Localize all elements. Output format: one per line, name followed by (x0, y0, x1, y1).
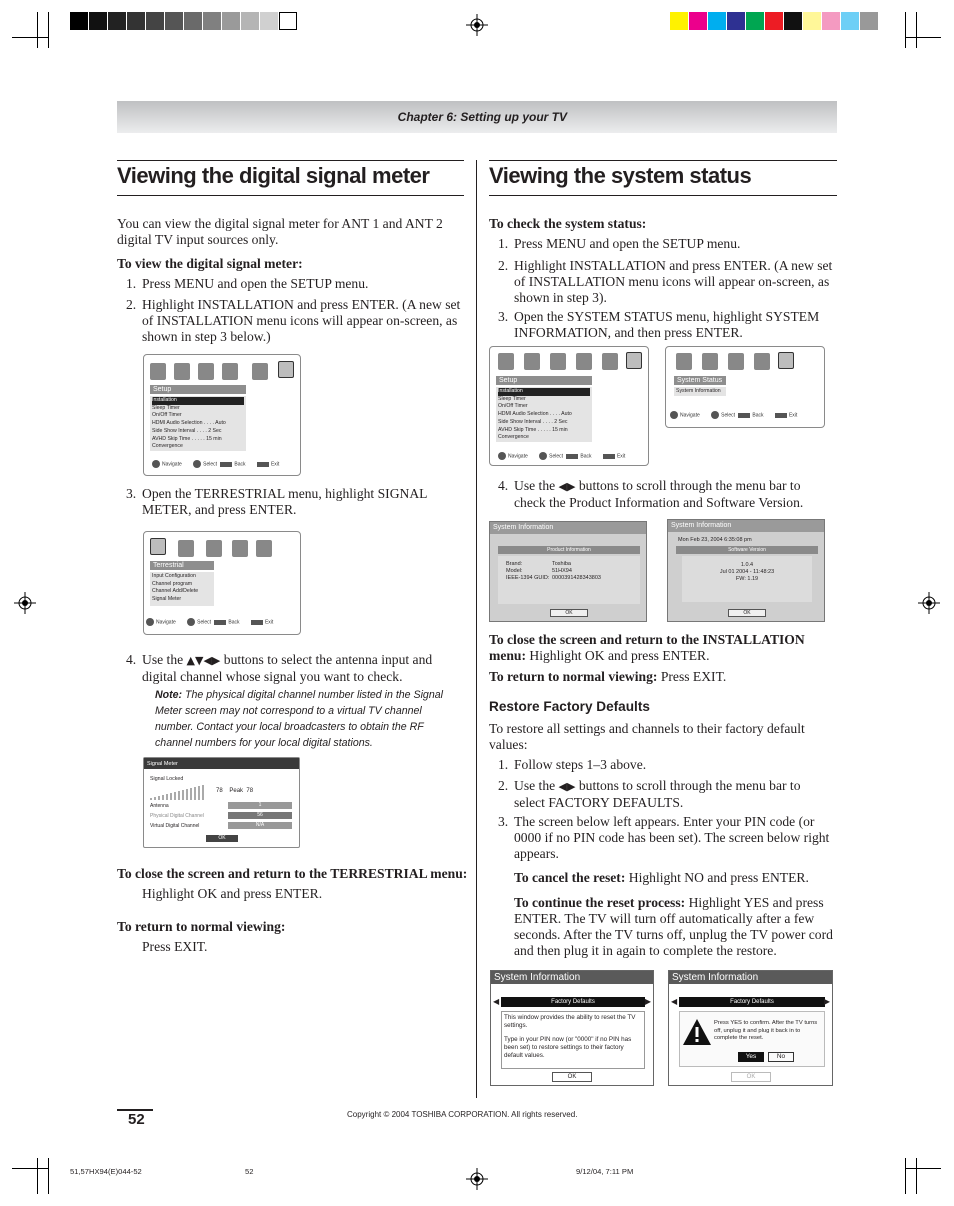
row-label: Physical Digital Channel (150, 813, 204, 819)
step-text: Follow steps 1–3 above. (514, 757, 647, 772)
right-close: To close the screen and return to the INSTALLATION menu: Highlight OK and press ENTER. (489, 632, 805, 663)
print-slug-date: 9/12/04, 7:11 PM (576, 1167, 634, 1176)
signal-meter-screen (143, 757, 300, 848)
step-text: Open the SYSTEM STATUS menu, highlight SYSTEM INFORMATION, and then press ENTER. (514, 309, 820, 340)
nav-label: Back (234, 461, 246, 468)
menu-list (674, 387, 726, 396)
nav-label: Navigate (508, 453, 528, 460)
nav-label: Select (203, 461, 218, 468)
ok-button[interactable]: OK (552, 1072, 592, 1082)
nav-legend (498, 452, 625, 460)
nav-label: Select (549, 453, 564, 460)
left-arrow-icon[interactable]: ◀ (671, 997, 678, 1006)
nav-legend (146, 618, 273, 626)
column-divider (476, 160, 477, 1098)
close-text: Highlight OK and press ENTER. (142, 886, 323, 901)
product-information-screen (489, 521, 647, 622)
software-version-screen (667, 519, 825, 622)
registration-mark-icon (466, 14, 488, 36)
navigate-icon (152, 460, 160, 468)
no-button[interactable]: No (768, 1052, 794, 1062)
nav-legend (670, 411, 797, 419)
factory-text: Type in your PIN now (or "0000" if no PIN has been set) to restore settings to their factory default values. (504, 1036, 632, 1059)
chapter-title: Chapter 6: Setting up your TV (397, 110, 567, 124)
step-text: Highlight INSTALLATION and press ENTER. (A new set of INSTALLATION menu icons will appear on-screen, as shown in step 3). (514, 258, 833, 305)
nav-label: Back (580, 453, 592, 460)
menu-bar-label: Setup (496, 376, 592, 385)
screen-title: System Information (490, 522, 646, 534)
factory-text: This window provides the ability to reset the TV settings. (504, 1014, 636, 1029)
menu-item[interactable]: Convergence (498, 434, 529, 441)
left-page-title: Viewing the digital signal meter (117, 163, 430, 188)
menu-list (496, 387, 592, 442)
menu-item[interactable]: Sleep Timer (152, 404, 180, 411)
signal-value: 78 Peak 78 (216, 788, 254, 794)
factory-defaults-pin-screen (490, 970, 654, 1086)
menu-item[interactable]: Side Show Interval . . . . 2 Sec (498, 418, 568, 425)
nav-label: Back (752, 412, 764, 419)
ok-button[interactable]: OK (206, 835, 238, 842)
setup-menu-screen (143, 354, 301, 476)
menu-item[interactable]: AVHD Skip Time . . . . . 15 min (498, 426, 568, 433)
step-number: 1. (498, 757, 509, 772)
left-arrow-icon[interactable]: ◀ (493, 997, 500, 1006)
screen-title: System Information (669, 971, 832, 984)
registration-mark-icon (14, 592, 36, 614)
channel-value[interactable]: 56 (228, 812, 292, 819)
factory-text-box (679, 1011, 825, 1067)
close-heading: To close the screen and return to the TERRESTRIAL menu: (117, 866, 468, 881)
step-text: Use the ◀▶ buttons to scroll through the menu bar to check the Product Information and Software Version. (514, 478, 804, 510)
menu-item[interactable]: Side Show Interval . . . . 2 Sec (152, 427, 222, 434)
step-text: Use the ▲▼◀▶ buttons to select the antenna input and digital channel whose signal you want to check. (142, 652, 433, 684)
nav-label: Navigate (162, 461, 182, 468)
menu-item[interactable]: Input Configuration (152, 573, 196, 579)
right-arrow-icon[interactable]: ▶ (823, 997, 830, 1006)
page-number: 52 (128, 1111, 145, 1128)
factory-text-box (501, 1011, 645, 1069)
navigate-icon (146, 618, 154, 626)
signal-strength-bars-icon (150, 784, 212, 800)
system-status-screen (665, 346, 825, 428)
signal-meter-title: Signal Meter (144, 758, 299, 769)
antenna-value[interactable]: 1 (228, 802, 292, 809)
title-rule-bottom (117, 195, 464, 196)
screen-subtitle[interactable]: Software Version (676, 546, 818, 554)
registration-mark-icon (918, 592, 940, 614)
step-number: 3. (498, 309, 509, 324)
arrow-keys-icon: ▲▼◀▶ (186, 654, 221, 667)
row-label: Antenna (150, 803, 169, 809)
menu-list (150, 572, 214, 606)
cancel-reset: To cancel the reset: Highlight NO and press ENTER. (514, 870, 809, 885)
select-icon (193, 460, 201, 468)
left-heading: To view the digital signal meter: (117, 256, 303, 271)
step-number: 2. (498, 258, 509, 273)
menu-item[interactable]: Installation (152, 397, 244, 405)
ok-button: OK (731, 1072, 771, 1082)
exit-key-icon (257, 462, 269, 467)
step-number: 1. (498, 236, 509, 251)
date-time: Mon Feb 23, 2004 6:35:08 pm (678, 537, 752, 543)
menu-item[interactable]: Channel Add/Delete (152, 588, 199, 595)
step-text: Highlight INSTALLATION and press ENTER. (A new set of INSTALLATION menu icons will appear on-screen, as shown in step 3 below.) (142, 297, 461, 344)
menu-item[interactable]: Convergence (152, 443, 183, 450)
right-return: To return to normal viewing: Press EXIT. (489, 669, 727, 684)
step-number: 2. (126, 297, 137, 312)
screen-subtitle: Factory Defaults (501, 997, 645, 1007)
ok-button[interactable]: OK (550, 609, 588, 617)
nav-label: Select (721, 412, 736, 419)
menu-bar-label: System Status (674, 376, 726, 385)
screen-title: System Information (491, 971, 653, 984)
menu-item[interactable]: HDMI Audio Selection . . . . Auto (152, 420, 226, 427)
menu-item[interactable]: On/Off Timer (498, 403, 528, 410)
virtual-channel-value: N/A (228, 822, 292, 829)
nav-label: Exit (616, 453, 626, 460)
menu-list (150, 396, 246, 451)
right-heading: To check the system status: (489, 216, 647, 231)
step-text: The screen below left appears. Enter your PIN code (or 0000 if no PIN code has been set). The screen below right appears. (514, 814, 830, 861)
exit-key-icon (251, 620, 263, 625)
nav-label: Navigate (680, 412, 700, 419)
ok-button[interactable]: OK (728, 609, 766, 617)
nav-label: Navigate (156, 619, 176, 626)
step-number: 1. (126, 276, 137, 291)
step-text: Press MENU and open the SETUP menu. (514, 236, 741, 251)
step-number: 4. (126, 652, 137, 667)
left-intro: You can view the digital signal meter for ANT 1 and ANT 2 digital TV input sources only. (117, 216, 443, 247)
screen-subtitle: Factory Defaults (679, 997, 825, 1007)
menu-bar-label: Terrestrial (150, 561, 214, 570)
arrow-keys-icon: ◀▶ (558, 480, 576, 493)
step-text: Open the TERRESTRIAL menu, highlight SIGNAL METER, and press ENTER. (142, 486, 427, 517)
step-number: 3. (498, 814, 509, 829)
nav-label: Select (197, 619, 212, 626)
menu-item[interactable]: System Information (676, 388, 721, 394)
screen-subtitle[interactable]: Product Information (498, 546, 640, 554)
return-text: Press EXIT. (142, 939, 208, 954)
menu-bar-label: Setup (150, 385, 246, 394)
menu-item[interactable]: On/Off Timer (152, 412, 182, 419)
title-rule-top (117, 160, 464, 161)
menu-item[interactable]: AVHD Skip Time . . . . . 15 min (152, 435, 222, 442)
product-info-body: Brand: Toshiba Model: 51HX94 IEEE-1394 GUID: 0000391428343803 (498, 556, 640, 604)
step-number: 3. (126, 486, 137, 501)
title-rule-top (489, 160, 837, 161)
terrestrial-menu-screen (143, 531, 301, 635)
yes-button[interactable]: Yes (738, 1052, 764, 1062)
print-slug-file: 51,57HX94(E)044-52 (70, 1167, 142, 1176)
note: Note: The physical digital channel number listed in the Signal Meter screen may not correspond to a virtual TV channel number. Contact your local broadcasters to obtain the RF channel numbers for your local digital stations. (155, 689, 443, 749)
signal-locked-label: Signal Locked (150, 776, 184, 782)
step-number: 4. (498, 478, 509, 493)
nav-label: Exit (270, 461, 280, 468)
menu-item[interactable]: HDMI Audio Selection . . . . Auto (498, 411, 572, 418)
row-label: Virtual Digital Channel (150, 823, 200, 829)
continue-reset: To continue the reset process: Highlight YES and press ENTER. The TV will turn off automatically after a few seconds. After the TV turns off, unplug the TV power cord and then plug it in again to complete the restore. (514, 895, 833, 958)
back-key-icon (220, 462, 232, 467)
setup-menu-screen-2 (489, 346, 649, 466)
menu-item[interactable]: Signal Meter (152, 596, 182, 603)
title-rule-bottom (489, 195, 837, 196)
return-heading: To return to normal viewing: (117, 919, 286, 934)
step-number: 2. (498, 778, 509, 793)
menu-item[interactable]: Channel program (152, 580, 193, 587)
select-icon (187, 618, 195, 626)
restore-intro: To restore all settings and channels to their factory default values: (489, 721, 805, 752)
right-page-title: Viewing the system status (489, 163, 752, 188)
software-version-body: 1.0.4 Jul 01 2004 - 11:48:23 FW: 1.19 (682, 556, 812, 602)
nav-label: Exit (264, 619, 274, 626)
print-slug-page: 52 (245, 1167, 254, 1176)
menu-item[interactable]: Installation (498, 388, 590, 396)
chapter-banner (117, 101, 837, 133)
step-text: Press MENU and open the SETUP menu. (142, 276, 369, 291)
screen-title: System Information (668, 520, 824, 532)
factory-text: Press YES to confirm. After the TV turns off, unplug it and plug it back in to complete the reset. (714, 1020, 818, 1042)
copyright: Copyright © 2004 TOSHIBA CORPORATION. All rights reserved. (347, 1110, 578, 1119)
arrow-keys-icon: ◀▶ (558, 780, 576, 793)
factory-defaults-confirm-screen (668, 970, 833, 1086)
right-arrow-icon[interactable]: ▶ (644, 997, 651, 1006)
warning-icon (682, 1018, 712, 1046)
step-text: Use the ◀▶ buttons to scroll through the menu bar to select FACTORY DEFAULTS. (514, 778, 801, 810)
restore-heading: Restore Factory Defaults (489, 699, 650, 714)
nav-label: Back (228, 619, 240, 626)
registration-mark-icon (466, 1168, 488, 1190)
nav-legend (152, 460, 279, 468)
back-key-icon (214, 620, 226, 625)
menu-item[interactable]: Sleep Timer (498, 395, 526, 402)
nav-label: Exit (788, 412, 798, 419)
